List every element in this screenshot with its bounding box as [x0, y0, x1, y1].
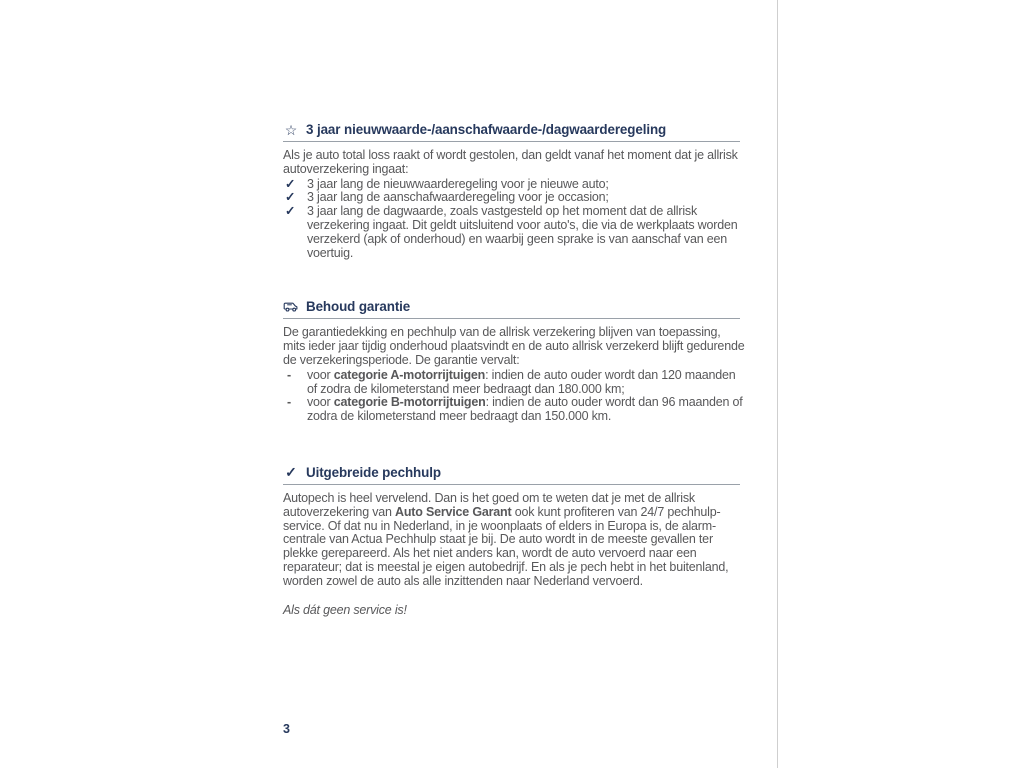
dash-list	[283, 369, 745, 424]
section-title: Behoud garantie	[306, 299, 411, 315]
list-item	[283, 396, 745, 424]
section-title: Uitgebreide pechhulp	[306, 464, 441, 480]
document-page	[283, 122, 745, 630]
list-item	[283, 191, 745, 205]
section-intro: De garantiedekking en pechhulp van de allrisk verzekering blijven van toepassing, mits ieder jaar tijdig onderhoud plaatsvindt en de auto allrisk verzekerd blijft gedurende de verzekeringsperiode. De garantie vervalt:	[283, 325, 745, 367]
list-item-text: 3 jaar lang de dagwaarde, zoals vastgesteld op het moment dat de allrisk verzekering ingaat. Dit geldt uitsluitend voor auto's, die via de werkplaats worden verzekerd (apk of onderhoud) en waarbij geen sprake is van aanschaf van een voertuig.	[307, 204, 738, 260]
section-uitgebreide-pechhulp	[283, 465, 745, 617]
bold-term: Auto Service Garant	[395, 504, 512, 519]
check-icon: ✓	[285, 176, 296, 191]
bold-term: categorie B-motorrijtuigen	[333, 395, 486, 410]
list-item-text: voor categorie B-motorrijtuigen: indien de auto ouder wordt dan 96 maanden of zodra de kilometerstand meer bedraagt dan 150.000 km.	[307, 395, 743, 424]
section-behoud-garantie	[283, 299, 745, 424]
section-nieuwwaarderegeling	[283, 122, 745, 260]
closing-line: Als dát geen service is!	[283, 602, 407, 617]
dash-marker: -	[287, 395, 291, 410]
bold-term: categorie A-motorrijtuigen	[333, 367, 486, 382]
section-heading	[283, 122, 740, 142]
check-list	[283, 178, 745, 261]
page-edge-divider	[777, 0, 778, 768]
list-item-text: 3 jaar lang de nieuwwaarderegeling voor je nieuwe auto;	[307, 176, 609, 191]
list-item	[283, 178, 745, 192]
list-item	[283, 205, 745, 260]
list-item	[283, 369, 745, 397]
page-number: 3	[283, 722, 290, 736]
section-intro: Als je auto total loss raakt of wordt gestolen, dan geldt vanaf het moment dat je allrisk autoverzekering ingaat:	[283, 148, 738, 176]
star-outline-icon: ☆	[284, 121, 298, 138]
section-paragraph: Autopech is heel vervelend. Dan is het goed om te weten dat je met de allrisk autoverzekering van Auto Service Garant ook kunt profiteren van 24/7 pechhulp-service. Of dat nu in Nederland, in je woonplaats of elders in Europa is, de alarm-centrale van Actua Pechhulp staat je bij. De auto wordt in de meeste gevallen ter plekke gerepareerd. Als het niet anders kan, wordt de auto vervoerd naar een reparateur; dat is meestal je eigen autobedrijf. En als je pech hebt in het buitenland, worden zowel de auto als alle inzittenden naar Nederland vervoerd.	[283, 490, 729, 588]
check-icon: ✓	[285, 464, 297, 481]
list-item-text: voor categorie A-motorrijtuigen: indien de auto ouder wordt dan 120 maanden of zodra de kilometerstand meer bedraagt dan 180.000 km;	[307, 367, 736, 396]
section-heading	[283, 465, 740, 485]
van-icon	[283, 300, 299, 313]
check-icon: ✓	[285, 204, 296, 219]
section-title: 3 jaar nieuwwaarde-/aanschafwaarde-/dagwaarderegeling	[306, 122, 667, 137]
list-item-text: 3 jaar lang de aanschafwaarderegeling voor je occasion;	[307, 190, 609, 205]
section-heading	[283, 299, 740, 319]
check-icon: ✓	[285, 190, 296, 205]
dash-marker: -	[287, 367, 291, 382]
